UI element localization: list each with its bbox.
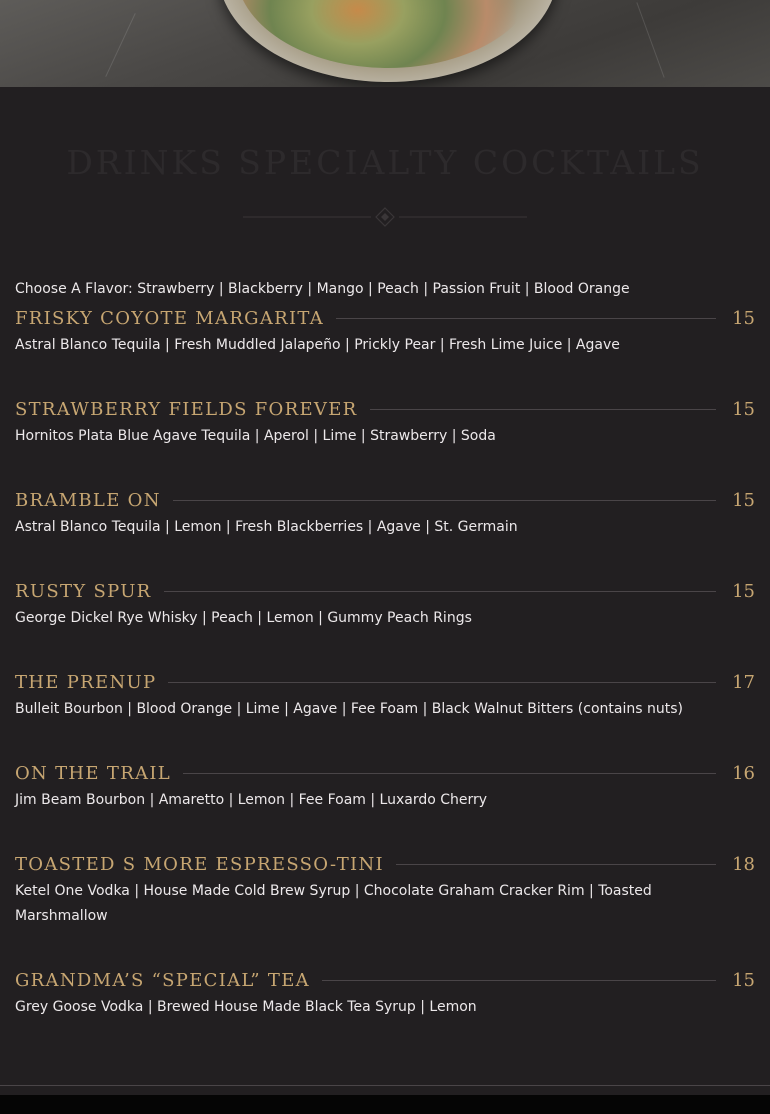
- footer-bar: [0, 1095, 770, 1114]
- item-price: 15: [732, 489, 755, 511]
- item-name: FRISKY COYOTE MARGARITA: [15, 307, 325, 329]
- footer-divider: [0, 1085, 770, 1086]
- item-price: 15: [732, 398, 755, 420]
- leader-line: [168, 682, 716, 683]
- item-description: Ketel One Vodka | House Made Cold Brew Syrup | Chocolate Graham Cracker Rim | Toasted Marshmallow: [15, 883, 652, 924]
- leader-line: [322, 980, 716, 981]
- item-name: STRAWBERRY FIELDS FOREVER: [15, 398, 358, 420]
- menu-item: [15, 579, 755, 631]
- leader-line: [370, 409, 717, 410]
- item-name: ON THE TRAIL: [15, 762, 172, 784]
- flavor-options-note: Choose A Flavor: Strawberry | Blackberry | Mango | Peach | Passion Fruit | Blood Orange: [15, 281, 630, 297]
- leader-line: [183, 773, 716, 774]
- ornament-divider: [243, 207, 527, 227]
- item-name: TOASTED S MORE ESPRESSO-TINI: [15, 853, 384, 875]
- item-price: 17: [732, 671, 755, 693]
- menu-item: [15, 306, 755, 358]
- item-name: GRANDMA’S “SPECIAL” TEA: [15, 969, 310, 991]
- leader-line: [396, 864, 716, 865]
- menu-item: [15, 968, 755, 1020]
- item-price: 15: [732, 580, 755, 602]
- item-name: BRAMBLE ON: [15, 489, 161, 511]
- leader-line: [173, 500, 716, 501]
- item-description: Jim Beam Bourbon | Amaretto | Lemon | Fee Foam | Luxardo Cherry: [15, 792, 488, 808]
- menu-item: [15, 488, 755, 540]
- hero-food-image: [0, 0, 770, 87]
- menu-item: [15, 852, 755, 929]
- item-name: RUSTY SPUR: [15, 580, 152, 602]
- item-price: 15: [732, 307, 755, 329]
- leader-line: [164, 591, 717, 592]
- section-title: DRINKS SPECIALTY COCKTAILS: [66, 143, 704, 182]
- item-description: Grey Goose Vodka | Brewed House Made Black Tea Syrup | Lemon: [15, 999, 477, 1015]
- menu-item: [15, 670, 755, 722]
- salad-plate-image: [218, 0, 558, 82]
- item-price: 16: [732, 762, 755, 784]
- item-description: Astral Blanco Tequila | Fresh Muddled Jalapeño | Prickly Pear | Fresh Lime Juice | Agave: [15, 337, 620, 353]
- item-description: George Dickel Rye Whisky | Peach | Lemon | Gummy Peach Rings: [15, 610, 472, 626]
- item-price: 15: [732, 969, 755, 991]
- menu-item: [15, 761, 755, 813]
- leader-line: [336, 318, 716, 319]
- menu-item: [15, 397, 755, 449]
- item-description: Hornitos Plata Blue Agave Tequila | Aperol | Lime | Strawberry | Soda: [15, 428, 496, 444]
- item-name: THE PRENUP: [15, 671, 157, 693]
- item-description: Astral Blanco Tequila | Lemon | Fresh Blackberries | Agave | St. Germain: [15, 519, 518, 535]
- item-price: 18: [732, 853, 755, 875]
- item-description: Bulleit Bourbon | Blood Orange | Lime | Agave | Fee Foam | Black Walnut Bitters (contains nuts): [15, 701, 683, 717]
